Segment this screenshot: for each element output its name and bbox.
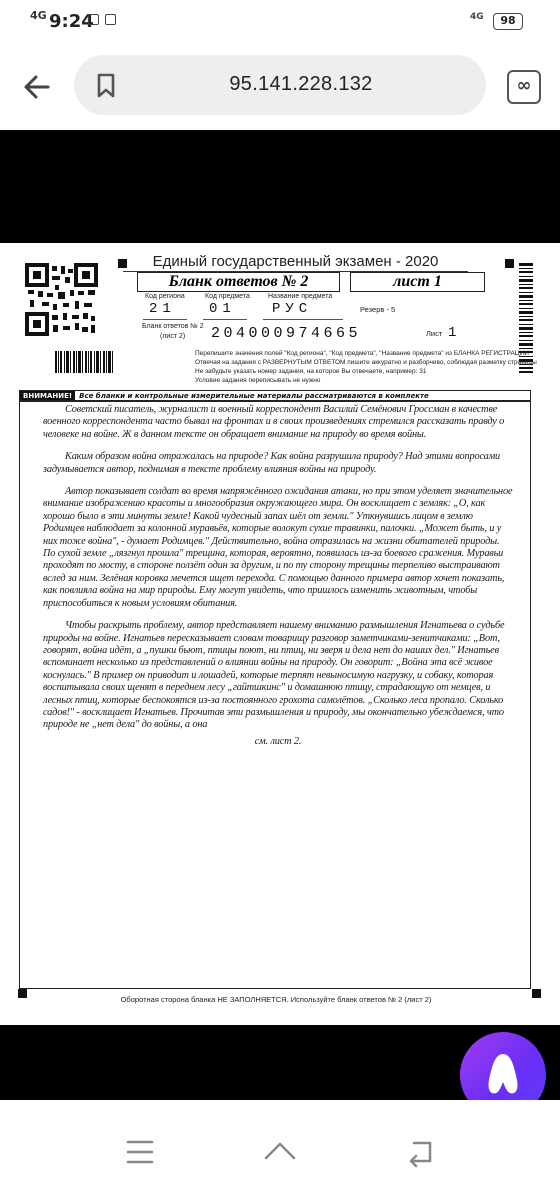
bookmark-icon[interactable] (92, 71, 120, 99)
field-underline (143, 319, 187, 320)
subject-code-label: Код предмета (205, 293, 250, 300)
sheet-title: лист 1 (350, 272, 485, 292)
qr-code-icon (25, 263, 98, 336)
clock: 9:24 (49, 11, 94, 32)
warning-badge: ВНИМАНИЕ! (20, 391, 75, 400)
warning-bar (19, 390, 531, 401)
field-underline (263, 319, 343, 320)
exam-title: Единый государственный экзамен - 2020 (152, 253, 439, 270)
menu-icon[interactable] (120, 1132, 160, 1172)
blank-number-sub: (лист 2) (160, 333, 186, 340)
instruction-line: Не забудьте указать номер задания, на которое Вы отвечаете, например: 31 (195, 368, 427, 375)
home-icon[interactable] (260, 1132, 300, 1172)
subject-name-value: РУС (272, 301, 313, 317)
image-viewer-backdrop-top (0, 130, 560, 243)
notification-icon (88, 14, 99, 25)
answer-paragraph: Каким образом война отражалась на природе? Как война разрушила природу? Над этими вопросами задумывается автор, поднимая в тексте проблему влияния войны на природу. (43, 451, 501, 475)
alignment-marker (505, 259, 514, 268)
back-nav-icon[interactable] (402, 1132, 442, 1172)
barcode-icon (55, 351, 113, 373)
signal-icon: 4G (470, 12, 484, 22)
back-arrow-icon[interactable] (18, 68, 56, 106)
warning-text: Все бланки и контрольные измерительные материалы рассматриваются в комплекте (79, 391, 429, 400)
network-indicator: 4G (30, 9, 47, 22)
answer-paragraph: Автор показывает солдат во время напряжённого ожидания атаки, но при этом уделяет значительное внимание изображению красоты и многообразия окружающего мира. Он восклицает с земляк: „О, как хорошо было в эти минуты земле! Какой чудесный запах шёл от земли." Уткнувшись лицом в землю Родимцев наблюдает за колонной муравьёв, которые волокут сухие травинки, палочки. „Может быть, и у них тоже война", - думает Родимцев." Действительно, война отразилась на жизни обитателей природы. По сухой земле „лязгнул прошла" трещина, которая, вероятно, появилась из-за боевого сражения. Муравьи проходят по мосту, в стороне ползёт один за другим, и по ту сторону трещины терпеливо выстраивают вслед за ним. Зелёная коровка мечется ищет перехода. С помощью данного примера автор хочет показать, как повлияла война на мир природы. Ему могут увидеть, что пришлось изменить животным, чтобы приспособиться к новым условиям обитания. (43, 486, 513, 609)
blank-title: Бланк ответов № 2 (137, 272, 340, 292)
region-label: Код региона (145, 293, 185, 300)
subject-code-value: 01 (209, 301, 236, 317)
notification-icons (88, 14, 116, 25)
notification-icon (105, 14, 116, 25)
reserve-label: Резерв - 5 (360, 305, 396, 314)
instruction-line: Перепишите значения полей "Код региона", "Код предмета", "Название предмета" из БЛАНКА РЕГИСТРАЦИИ (195, 350, 529, 357)
region-value: 21 (149, 301, 176, 317)
sheet-label: Лист (426, 329, 443, 338)
instruction-line: Отвечая на задания с РАЗВЕРНУТЫМ ОТВЕТОМ пишите аккуратно и разборчиво, соблюдая разметку страницы (195, 359, 537, 366)
blank-number-label: Бланк ответов № 2 (142, 323, 204, 330)
instruction-line: Условие задания переписывать не нужно (195, 377, 321, 384)
blank-number-value: 204000974665 (211, 325, 362, 342)
tabs-button[interactable]: ∞ (507, 70, 541, 104)
alignment-marker (532, 989, 541, 998)
address-bar[interactable] (74, 55, 486, 115)
handwritten-answer (43, 404, 513, 748)
subject-name-label: Название предмета (268, 293, 333, 300)
system-nav-bar (0, 1100, 560, 1200)
answer-paragraph: Чтобы раскрыть проблему, автор представляет нашему вниманию размышления Игнатьева о судьбе природы на войне. Игнатьев пересказывает словам товарищу разговор заметчиками-зенитчиками: „Вот, говорят, война идёт, а „пушки бьют, птицы поют, ни птиц, ни зверя и дела нет до наших дел." Игнатьев вспоминает несколько из представлений о влиянии войны на природу. Он говорит: „Война эта всё живое коснулась." В пример он приводит и лошадей, которые терпят невыносимую нагрузку, и собаку, которая воспитывала своих щенят в переднем лесу „гайтшкинс" и домашнюю птицу, страдающую от немцев, и лесных птиц, которые беспокоятся из-за постоянного грохота самолётов. „Сколько леса пропало. Сколько садов!" - восклицает Игнатьев. Прочитав эти размышления и природу, мы окончательно убеждаемся, что природе не „нет дела" до войны, а она (43, 620, 505, 731)
url-text: 95.141.228.132 (229, 73, 373, 95)
status-bar (0, 0, 560, 44)
answer-paragraph: Советский писатель, журналист и военный корреспондент Василий Семёнович Гроссман в качестве военного корреспондента часто бывал на фронтах и в своих произведениях стремился рассказать правду о человеке на войне. Ж в данном тексте он обращает внимание на природу во время войны. (43, 404, 505, 440)
battery-icon: 98 (493, 13, 523, 30)
continuation-note: см. лист 2. (254, 735, 302, 747)
browser-toolbar (0, 44, 560, 130)
field-underline (203, 319, 247, 320)
footer-note: Оборотная сторона бланка НЕ ЗАПОЛНЯЕТСЯ. Используйте бланк ответов № 2 (лист 2) (120, 995, 432, 1004)
sheet-value: 1 (448, 325, 457, 341)
